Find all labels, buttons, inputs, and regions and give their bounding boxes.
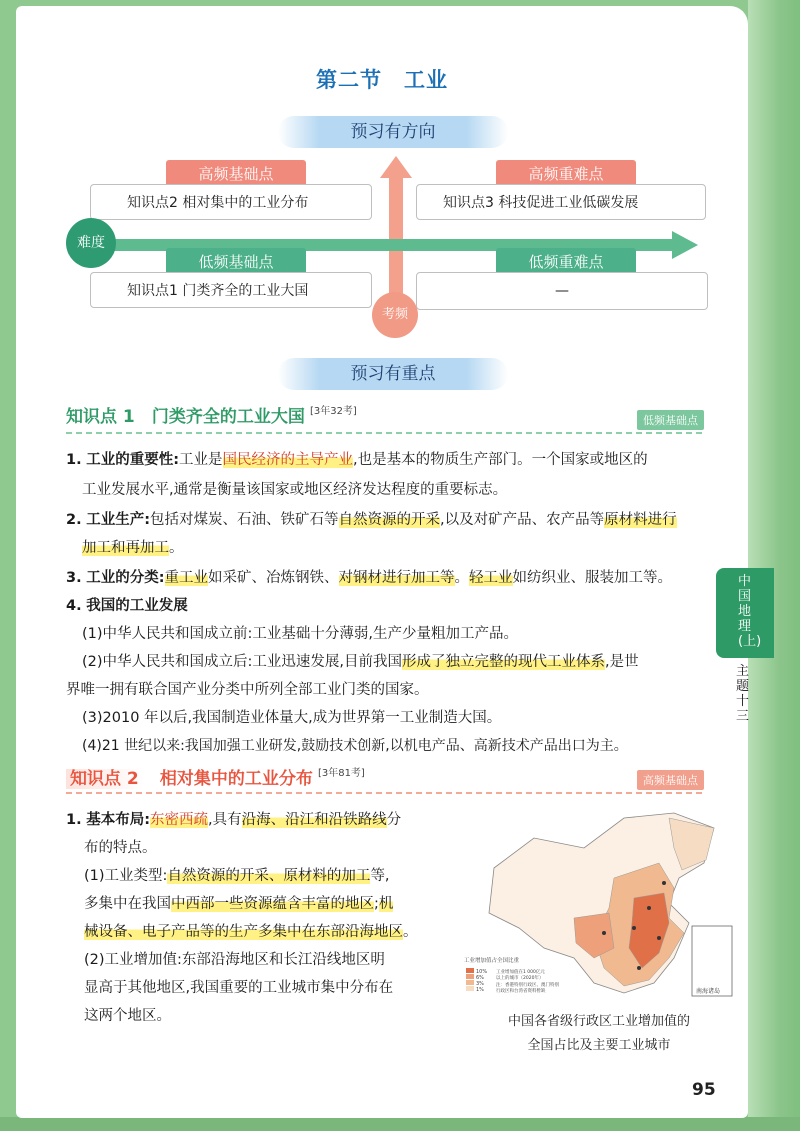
text: ,具有 xyxy=(208,812,242,828)
city-dot xyxy=(602,931,606,935)
kp1-item-3 xyxy=(66,568,726,588)
text: ; xyxy=(374,896,379,912)
kp1-header xyxy=(66,402,357,430)
kp2-header xyxy=(66,764,365,792)
text: ,也是基本的物质生产部门。一个国家或地区的 xyxy=(353,452,648,468)
item-head: 基本布局: xyxy=(86,812,151,828)
text: 包括对煤炭、石油、铁矿石等 xyxy=(150,512,339,528)
item-head: 工业生产: xyxy=(86,512,151,528)
text: 等, xyxy=(370,868,390,884)
city-dot xyxy=(632,926,636,930)
item-head: 工业的重要性: xyxy=(86,452,180,468)
tag-high-basic: 高频基础点 xyxy=(166,160,306,188)
highlight: 沿海、沿江和沿铁路线 xyxy=(241,812,387,828)
tag-low-basic: 低频基础点 xyxy=(166,248,306,276)
box-knowledge-3: 知识点3 科技促进工业低碳发展 xyxy=(416,184,706,220)
text: (2)中华人民共和国成立后:工业迅速发展,目前我国 xyxy=(82,654,403,670)
city-dot xyxy=(637,966,641,970)
kp2-item-1-sub2: (2)工业增加值:东部沿海地区和长江沿线地区明 xyxy=(84,952,385,968)
map-caption-2: 全国占比及主要工业城市 xyxy=(527,1038,671,1053)
legend-note-2: 以上的城市（2020年） xyxy=(496,976,544,981)
map-caption-1: 中国各省级行政区工业增加值的 xyxy=(507,1014,690,1029)
highlight: 中西部一些资源蕴含丰富的地区 xyxy=(171,896,374,912)
item-num: 3. xyxy=(66,570,82,586)
legend-note-1: 工业增加值在1 000亿元 xyxy=(496,970,545,975)
highlight: 原材料进行 xyxy=(604,512,677,528)
highlight: 械设备、电子产品等的生产多集中在东部沿海地区 xyxy=(84,924,403,940)
kp1-note: [3年32考] xyxy=(309,406,357,417)
kp2-divider xyxy=(66,792,702,794)
box-knowledge-2: 知识点2 相对集中的工业分布 xyxy=(90,184,372,220)
highlight: 自然资源的开采、原材料的加工 xyxy=(167,868,371,884)
text: 分 xyxy=(386,812,402,828)
text: ,是世 xyxy=(605,654,639,670)
highlight: 机 xyxy=(378,896,394,912)
legend-6: 6% xyxy=(476,975,484,981)
kp1-item-4 xyxy=(66,596,188,616)
page-edge xyxy=(748,0,800,1131)
inset-label: 南海诸岛 xyxy=(696,988,721,995)
text: 如采矿、冶炼钢铁、 xyxy=(208,570,339,586)
item-num: 1. xyxy=(66,452,82,468)
item-head: 我国的工业发展 xyxy=(86,598,188,614)
item-num: 2. xyxy=(66,512,82,528)
kp2-item-1-sub2-line3: 这两个地区。 xyxy=(84,1008,171,1024)
side-topic-label: 主题十三 xyxy=(736,664,750,724)
text: 。 xyxy=(169,540,184,556)
box-empty: — xyxy=(416,272,708,310)
legend-title: 工业增加值占全国比重 xyxy=(464,958,520,964)
kp2-item-1-sub1 xyxy=(84,866,390,886)
kp2-item-1-sub1-line3 xyxy=(84,922,418,942)
kp2-title: 相对集中的工业分布 xyxy=(159,769,313,789)
legend-swatch-6 xyxy=(466,974,474,979)
highlight: 国民经济的主导产业 xyxy=(222,452,354,468)
south-sea-inset xyxy=(692,926,732,996)
kp1-badge: 低频基础点 xyxy=(637,410,704,430)
kp1-label: 知识点 1 xyxy=(66,407,135,427)
textbook-page xyxy=(16,6,748,1118)
legend-3: 3% xyxy=(476,981,484,987)
kp1-item-2-line2 xyxy=(82,538,184,558)
frequency-circle: 考频 xyxy=(372,292,418,338)
section-title: 第二节 工业 xyxy=(316,67,448,92)
text: 如纺织业、服装加工等。 xyxy=(512,570,673,586)
legend-1: 1% xyxy=(476,987,484,993)
kp1-item-1-line2: 工业发展水平,通常是衡量该国家或地区经济发达程度的重要标志。 xyxy=(82,482,508,498)
highlight: 轻工业 xyxy=(469,570,513,586)
highlight: 重工业 xyxy=(164,570,209,586)
kp1-divider xyxy=(66,432,702,434)
highlight: 自然资源的开采 xyxy=(338,512,441,528)
kp2-item-1-sub2-line2: 显高于其他地区,我国重要的工业城市集中分布在 xyxy=(84,980,394,996)
kp2-item-1-line2: 布的特点。 xyxy=(84,840,157,856)
text: (1)工业类型: xyxy=(84,868,168,884)
text: 多集中在我国 xyxy=(84,896,171,912)
highlight: 加工和再加工 xyxy=(82,540,169,556)
page-number: 95 xyxy=(692,1080,716,1100)
banner-preview-direction: 预习有方向 xyxy=(278,116,508,148)
china-industry-map xyxy=(464,808,734,1004)
highlight: 对钢材进行加工等 xyxy=(338,570,455,586)
text: 。 xyxy=(403,924,418,940)
box-knowledge-1: 知识点1 门类齐全的工业大国 xyxy=(90,272,372,308)
kp1-item-1 xyxy=(66,450,716,470)
kp1-item-2 xyxy=(66,510,726,530)
text: ,以及对矿产品、农产品等 xyxy=(440,512,605,528)
tag-high-hard: 高频重难点 xyxy=(496,160,636,188)
kp1-item-4-3: (3)2010 年以后,我国制造业体量大,成为世界第一工业制造大国。 xyxy=(82,710,502,726)
legend-swatch-3 xyxy=(466,980,474,985)
kp1-item-4-2-line2: 界唯一拥有联合国产业分类中所列全部工业门类的国家。 xyxy=(66,682,429,698)
kp1-item-4-2 xyxy=(82,652,722,672)
tag-low-hard: 低频重难点 xyxy=(496,248,636,276)
highlight: 东密西疏 xyxy=(150,812,209,828)
bottom-strip xyxy=(0,1117,800,1131)
kp2-label: 知识点 2 xyxy=(66,769,143,789)
legend-note-4: 行政区和台湾省资料暂缺 xyxy=(496,989,546,994)
difficulty-arrow-head xyxy=(672,231,698,259)
difficulty-circle: 难度 xyxy=(66,218,116,268)
legend-10: 10% xyxy=(476,969,488,975)
kp2-item-1-sub1-line2 xyxy=(84,894,393,914)
kp1-title: 门类齐全的工业大国 xyxy=(151,407,305,427)
kp1-item-4-4: (4)21 世纪以来:我国加强工业研发,鼓励技术创新,以机电产品、高新技术产品出口为主。 xyxy=(82,738,628,754)
kp2-badge: 高频基础点 xyxy=(637,770,704,790)
legend-note-3: 注：香港特别行政区、澳门特别 xyxy=(496,983,559,988)
item-num: 4. xyxy=(66,598,82,614)
city-dot xyxy=(662,881,666,885)
frequency-arrow-head xyxy=(380,156,412,178)
item-head: 工业的分类: xyxy=(86,570,165,586)
side-tab-label: 中国地理(上) xyxy=(738,574,762,649)
highlight: 形成了独立完整的现代工业体系 xyxy=(402,654,606,670)
item-num: 1. xyxy=(66,812,82,828)
kp2-note: [3年81考] xyxy=(317,768,365,779)
legend-swatch-1 xyxy=(466,986,474,991)
chapter-side-tab xyxy=(716,568,774,658)
legend-swatch-10 xyxy=(466,968,474,973)
kp2-item-1 xyxy=(66,810,456,830)
city-dot xyxy=(647,906,651,910)
banner-preview-key: 预习有重点 xyxy=(278,358,508,390)
kp1-item-4-1: (1)中华人民共和国成立前:工业基础十分薄弱,生产少量粗加工产品。 xyxy=(82,626,519,642)
city-dot xyxy=(657,936,661,940)
text: 工业是 xyxy=(179,452,223,468)
text: 。 xyxy=(454,570,470,586)
